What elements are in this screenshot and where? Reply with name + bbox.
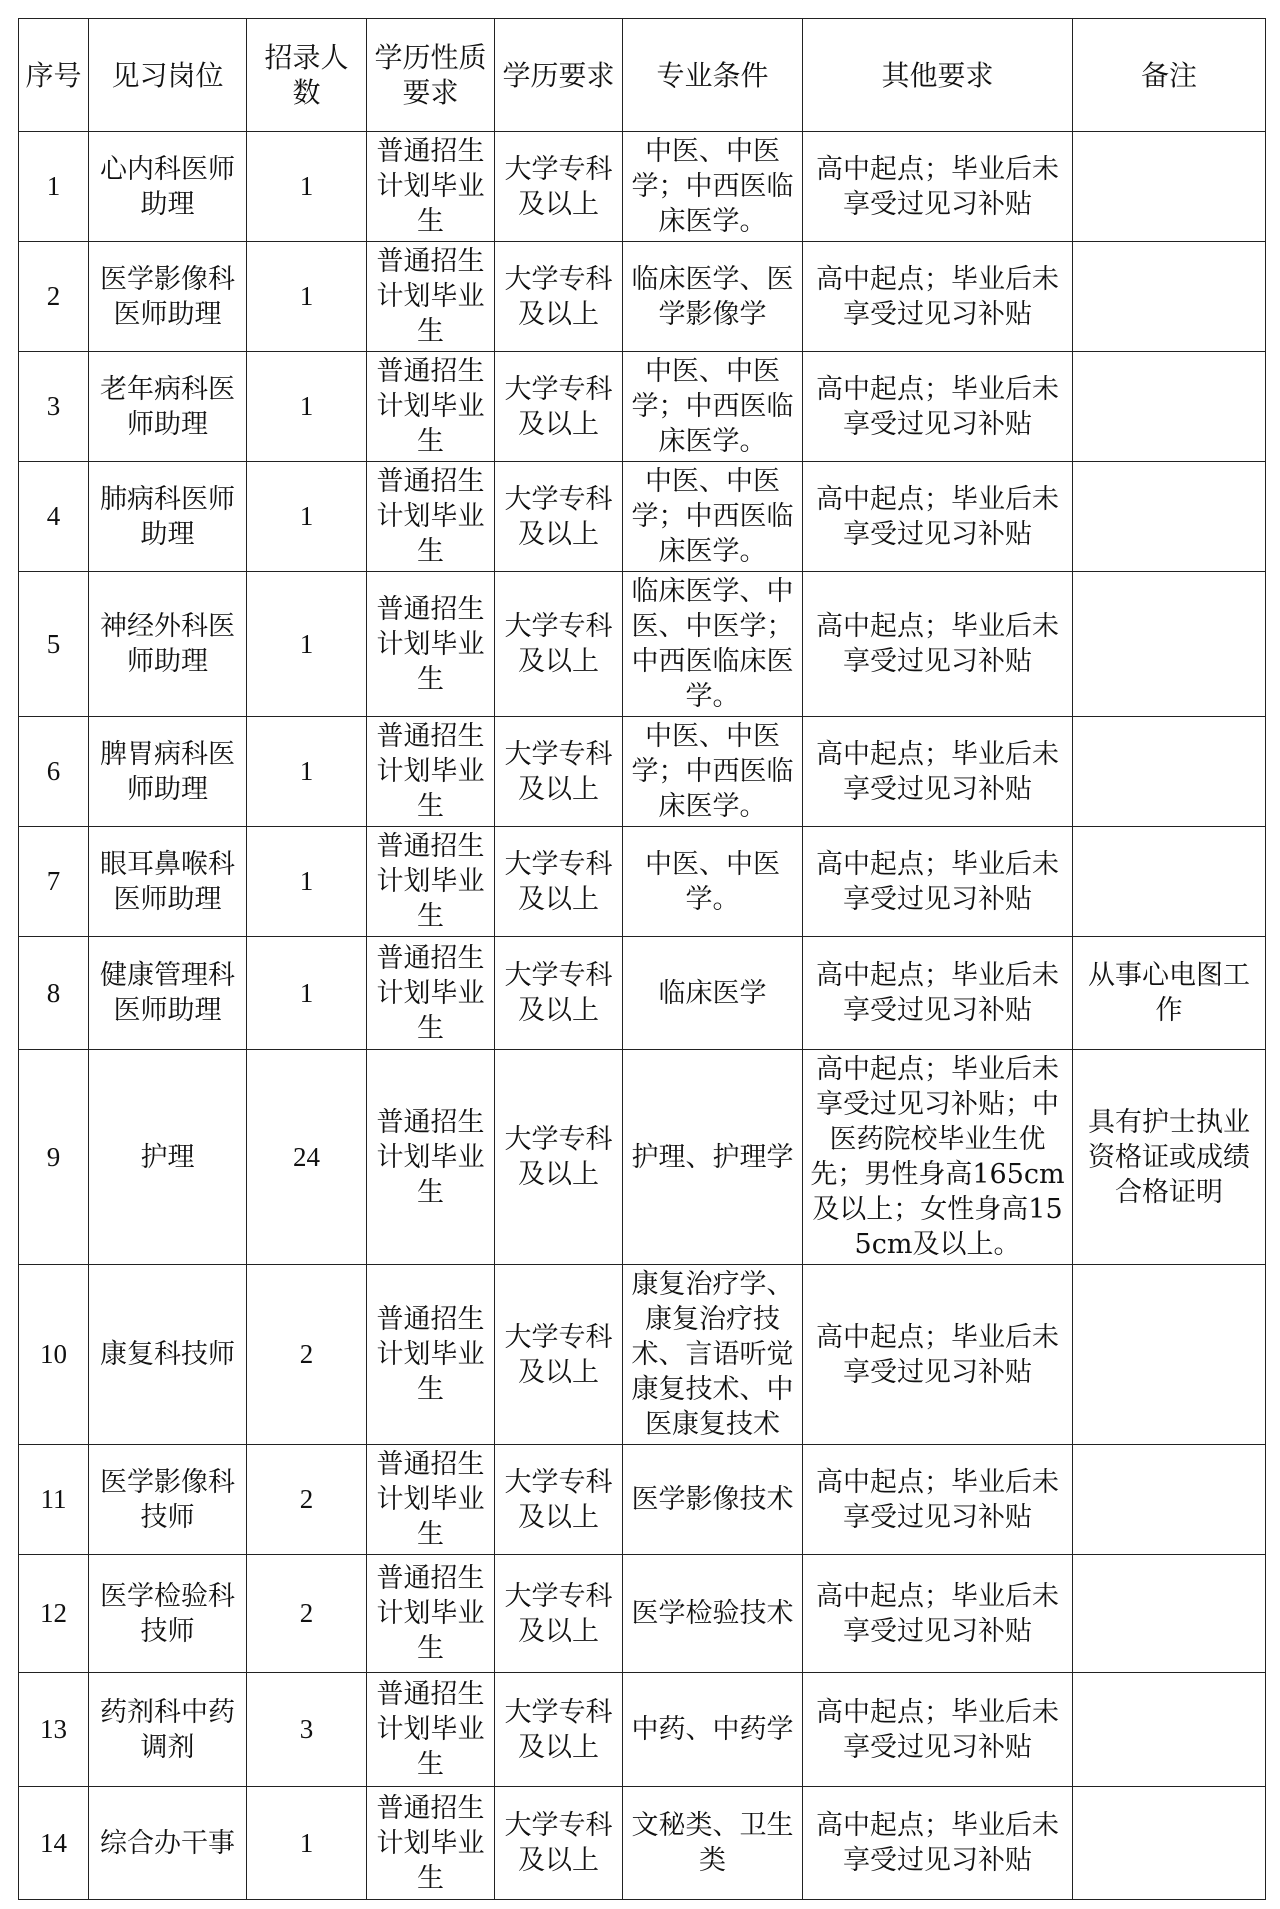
cell-note: 从事心电图工作 <box>1073 937 1266 1050</box>
cell-edu-level: 大学专科及以上 <box>495 1050 623 1265</box>
cell-note <box>1073 242 1266 352</box>
cell-major: 中医、中医学；中西医临床医学。 <box>623 717 803 827</box>
cell-edu-level: 大学专科及以上 <box>495 462 623 572</box>
cell-edu-type: 普通招生计划毕业生 <box>367 1555 495 1673</box>
cell-note <box>1073 352 1266 462</box>
cell-edu-level: 大学专科及以上 <box>495 937 623 1050</box>
header-edu-type: 学历性质要求 <box>367 19 495 132</box>
cell-edu-type: 普通招生计划毕业生 <box>367 1445 495 1555</box>
recruitment-table <box>18 18 1266 1900</box>
cell-note <box>1073 717 1266 827</box>
cell-count: 1 <box>247 717 367 827</box>
cell-other: 高中起点；毕业后未享受过见习补贴 <box>803 717 1073 827</box>
cell-edu-type: 普通招生计划毕业生 <box>367 462 495 572</box>
cell-major: 中医、中医学；中西医临床医学。 <box>623 132 803 242</box>
cell-no: 6 <box>19 717 89 827</box>
cell-position: 眼耳鼻喉科医师助理 <box>89 827 247 937</box>
cell-position: 肺病科医师助理 <box>89 462 247 572</box>
cell-other: 高中起点；毕业后未享受过见习补贴 <box>803 1265 1073 1445</box>
cell-no: 10 <box>19 1265 89 1445</box>
table-row <box>19 1787 1266 1900</box>
cell-position: 脾胃病科医师助理 <box>89 717 247 827</box>
cell-count: 1 <box>247 352 367 462</box>
cell-other: 高中起点；毕业后未享受过见习补贴 <box>803 1673 1073 1787</box>
cell-no: 11 <box>19 1445 89 1555</box>
cell-note <box>1073 132 1266 242</box>
cell-other: 高中起点；毕业后未享受过见习补贴 <box>803 352 1073 462</box>
cell-edu-type: 普通招生计划毕业生 <box>367 1673 495 1787</box>
cell-major: 临床医学、医学影像学 <box>623 242 803 352</box>
table-row <box>19 1445 1266 1555</box>
cell-note <box>1073 1787 1266 1900</box>
cell-position: 医学检验科技师 <box>89 1555 247 1673</box>
cell-other: 高中起点；毕业后未享受过见习补贴 <box>803 937 1073 1050</box>
cell-position: 心内科医师助理 <box>89 132 247 242</box>
cell-note: 具有护士执业资格证或成绩合格证明 <box>1073 1050 1266 1265</box>
cell-edu-type: 普通招生计划毕业生 <box>367 132 495 242</box>
cell-count: 2 <box>247 1445 367 1555</box>
cell-edu-level: 大学专科及以上 <box>495 1265 623 1445</box>
cell-position: 健康管理科医师助理 <box>89 937 247 1050</box>
cell-major: 中医、中医学；中西医临床医学。 <box>623 352 803 462</box>
cell-note <box>1073 1445 1266 1555</box>
cell-other: 高中起点；毕业后未享受过见习补贴 <box>803 1555 1073 1673</box>
header-row <box>19 19 1266 132</box>
table-row <box>19 827 1266 937</box>
cell-position: 神经外科医师助理 <box>89 572 247 717</box>
cell-other: 高中起点；毕业后未享受过见习补贴；中医药院校毕业生优先；男性身高165cm及以上；女性身高155cm及以上。 <box>803 1050 1073 1265</box>
cell-note <box>1073 462 1266 572</box>
cell-major: 康复治疗学、康复治疗技术、言语听觉康复技术、中医康复技术 <box>623 1265 803 1445</box>
cell-major: 护理、护理学 <box>623 1050 803 1265</box>
cell-count: 24 <box>247 1050 367 1265</box>
table-row <box>19 1265 1266 1445</box>
cell-count: 1 <box>247 1787 367 1900</box>
table-row <box>19 937 1266 1050</box>
cell-position: 综合办干事 <box>89 1787 247 1900</box>
header-position: 见习岗位 <box>89 19 247 132</box>
cell-major: 医学影像技术 <box>623 1445 803 1555</box>
cell-no: 5 <box>19 572 89 717</box>
cell-no: 12 <box>19 1555 89 1673</box>
table-row <box>19 132 1266 242</box>
cell-count: 1 <box>247 827 367 937</box>
table-row <box>19 462 1266 572</box>
table-row <box>19 1050 1266 1265</box>
cell-edu-level: 大学专科及以上 <box>495 352 623 462</box>
cell-position: 护理 <box>89 1050 247 1265</box>
cell-note <box>1073 1555 1266 1673</box>
cell-count: 1 <box>247 462 367 572</box>
table-row <box>19 717 1266 827</box>
cell-count: 2 <box>247 1265 367 1445</box>
cell-count: 1 <box>247 242 367 352</box>
cell-other: 高中起点；毕业后未享受过见习补贴 <box>803 1445 1073 1555</box>
cell-count: 3 <box>247 1673 367 1787</box>
cell-major: 临床医学、中医、中医学；中西医临床医学。 <box>623 572 803 717</box>
table-row <box>19 1555 1266 1673</box>
table-row <box>19 1673 1266 1787</box>
cell-note <box>1073 827 1266 937</box>
table-row <box>19 242 1266 352</box>
cell-other: 高中起点；毕业后未享受过见习补贴 <box>803 132 1073 242</box>
cell-count: 2 <box>247 1555 367 1673</box>
cell-other: 高中起点；毕业后未享受过见习补贴 <box>803 1787 1073 1900</box>
cell-position: 康复科技师 <box>89 1265 247 1445</box>
cell-edu-level: 大学专科及以上 <box>495 242 623 352</box>
cell-note <box>1073 1265 1266 1445</box>
cell-other: 高中起点；毕业后未享受过见习补贴 <box>803 242 1073 352</box>
cell-no: 8 <box>19 937 89 1050</box>
cell-edu-level: 大学专科及以上 <box>495 827 623 937</box>
cell-no: 13 <box>19 1673 89 1787</box>
cell-edu-type: 普通招生计划毕业生 <box>367 827 495 937</box>
table-row <box>19 352 1266 462</box>
header-major: 专业条件 <box>623 19 803 132</box>
cell-major: 中医、中医学。 <box>623 827 803 937</box>
header-note: 备注 <box>1073 19 1266 132</box>
cell-no: 4 <box>19 462 89 572</box>
header-no: 序号 <box>19 19 89 132</box>
header-other: 其他要求 <box>803 19 1073 132</box>
cell-count: 1 <box>247 572 367 717</box>
cell-position: 医学影像科医师助理 <box>89 242 247 352</box>
cell-position: 老年病科医师助理 <box>89 352 247 462</box>
header-edu-level: 学历要求 <box>495 19 623 132</box>
cell-no: 7 <box>19 827 89 937</box>
header-count: 招录人数 <box>247 19 367 132</box>
cell-position: 医学影像科技师 <box>89 1445 247 1555</box>
cell-no: 14 <box>19 1787 89 1900</box>
cell-edu-level: 大学专科及以上 <box>495 572 623 717</box>
cell-major: 中药、中药学 <box>623 1673 803 1787</box>
document-page <box>18 18 1265 1900</box>
cell-note <box>1073 1673 1266 1787</box>
cell-edu-level: 大学专科及以上 <box>495 1445 623 1555</box>
cell-no: 2 <box>19 242 89 352</box>
cell-edu-type: 普通招生计划毕业生 <box>367 1050 495 1265</box>
cell-edu-level: 大学专科及以上 <box>495 1787 623 1900</box>
cell-edu-type: 普通招生计划毕业生 <box>367 242 495 352</box>
cell-edu-level: 大学专科及以上 <box>495 1673 623 1787</box>
cell-no: 3 <box>19 352 89 462</box>
cell-edu-level: 大学专科及以上 <box>495 132 623 242</box>
cell-edu-type: 普通招生计划毕业生 <box>367 352 495 462</box>
cell-other: 高中起点；毕业后未享受过见习补贴 <box>803 827 1073 937</box>
cell-other: 高中起点；毕业后未享受过见习补贴 <box>803 572 1073 717</box>
cell-edu-level: 大学专科及以上 <box>495 717 623 827</box>
cell-no: 1 <box>19 132 89 242</box>
cell-count: 1 <box>247 937 367 1050</box>
cell-major: 医学检验技术 <box>623 1555 803 1673</box>
cell-edu-type: 普通招生计划毕业生 <box>367 1265 495 1445</box>
cell-other: 高中起点；毕业后未享受过见习补贴 <box>803 462 1073 572</box>
cell-position: 药剂科中药调剂 <box>89 1673 247 1787</box>
cell-edu-level: 大学专科及以上 <box>495 1555 623 1673</box>
cell-no: 9 <box>19 1050 89 1265</box>
cell-note <box>1073 572 1266 717</box>
cell-edu-type: 普通招生计划毕业生 <box>367 937 495 1050</box>
table-body <box>19 132 1266 1900</box>
cell-major: 中医、中医学；中西医临床医学。 <box>623 462 803 572</box>
cell-edu-type: 普通招生计划毕业生 <box>367 572 495 717</box>
cell-edu-type: 普通招生计划毕业生 <box>367 717 495 827</box>
table-row <box>19 572 1266 717</box>
cell-edu-type: 普通招生计划毕业生 <box>367 1787 495 1900</box>
cell-major: 临床医学 <box>623 937 803 1050</box>
cell-count: 1 <box>247 132 367 242</box>
cell-major: 文秘类、卫生类 <box>623 1787 803 1900</box>
